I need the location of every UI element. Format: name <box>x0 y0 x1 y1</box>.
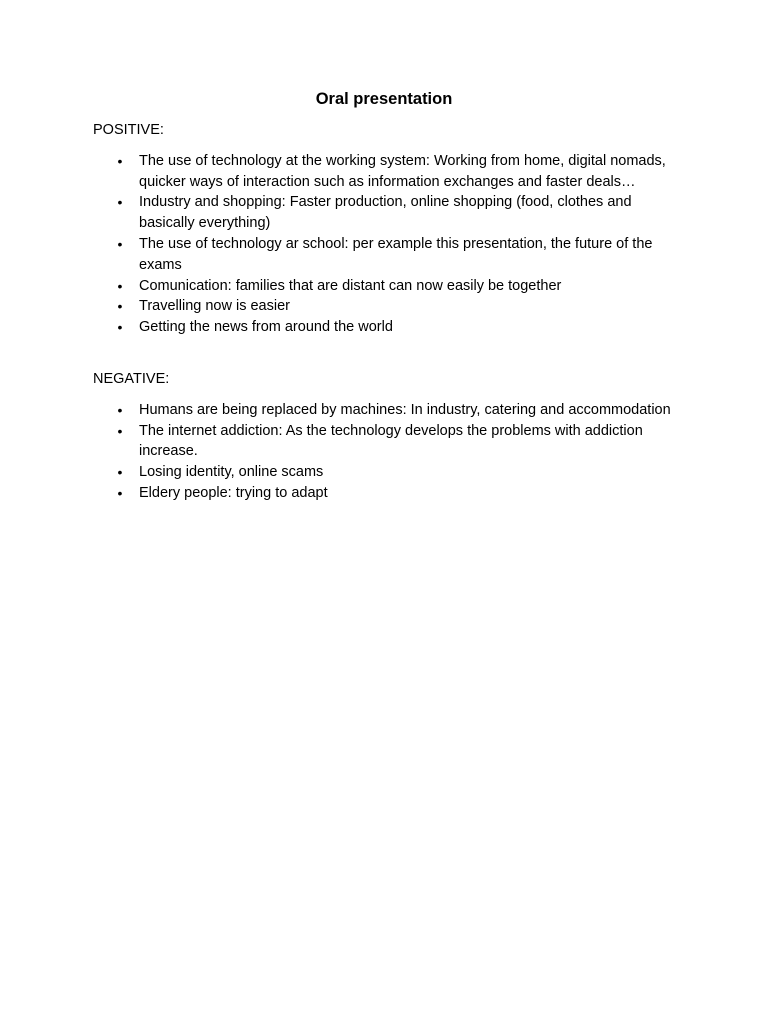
bullet-icon: • <box>117 464 123 481</box>
list-item-text: Industry and shopping: Faster production, online shopping (food, clothes and basically everything) <box>139 194 632 232</box>
positive-section <box>93 120 693 338</box>
positive-list <box>93 151 693 338</box>
list-item <box>93 234 693 276</box>
list-item-text: The use of technology ar school: per example this presentation, the future of the exams <box>139 235 653 273</box>
bullet-icon: • <box>117 319 123 336</box>
list-item <box>93 462 693 483</box>
bullet-icon: • <box>117 401 123 418</box>
list-item-text: Travelling now is easier <box>139 298 290 315</box>
bullet-icon: • <box>117 422 123 439</box>
list-item <box>93 317 693 338</box>
list-item-text: Humans are being replaced by machines: In industry, catering and accommodation <box>139 401 671 418</box>
positive-heading: POSITIVE: <box>93 122 164 138</box>
bullet-icon: • <box>117 235 123 252</box>
bullet-icon: • <box>117 277 123 294</box>
bullet-icon: • <box>117 484 123 501</box>
list-item <box>93 276 693 297</box>
document-title: Oral presentation <box>315 90 453 108</box>
list-item <box>93 151 693 193</box>
list-item <box>93 192 693 234</box>
bullet-icon: • <box>117 194 123 211</box>
list-item <box>93 296 693 317</box>
list-item-text: The internet addiction: As the technology develops the problems with addiction increase. <box>139 422 643 460</box>
bullet-icon: • <box>117 298 123 315</box>
list-item-text: Getting the news from around the world <box>139 319 393 336</box>
list-item-text: Comunication: families that are distant can now easily be together <box>139 277 562 294</box>
list-item-text: Eldery people: trying to adapt <box>139 484 328 501</box>
list-item <box>93 483 693 504</box>
negative-list <box>93 400 693 504</box>
negative-heading: NEGATIVE: <box>93 371 170 387</box>
negative-section <box>93 369 693 504</box>
list-item-text: The use of technology at the working system: Working from home, digital nomads, quicker ways of interaction such as information exchanges and faster deals… <box>139 152 666 190</box>
list-item <box>93 421 693 463</box>
list-item <box>93 400 693 421</box>
list-item-text: Losing identity, online scams <box>139 464 324 481</box>
bullet-icon: • <box>117 152 123 169</box>
